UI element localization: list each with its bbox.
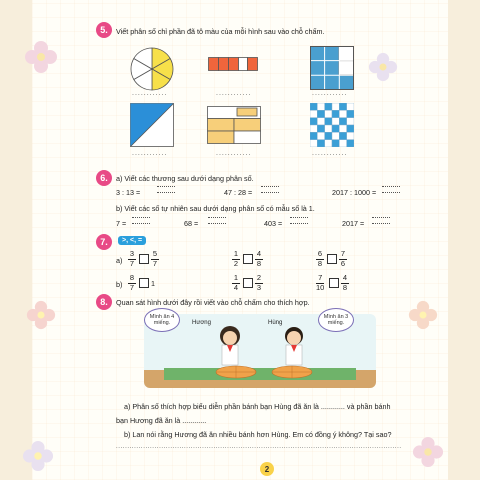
exercise-7-number: 7.: [96, 234, 112, 250]
checker-cell: [339, 140, 346, 147]
checker-cell: [317, 132, 324, 139]
checker-cell: [347, 132, 354, 139]
comparison-answer-box[interactable]: [329, 278, 339, 288]
fraction-blank[interactable]: [372, 217, 390, 224]
shaded-bricks-figure: [207, 106, 261, 144]
flower-decoration-icon: [24, 40, 58, 74]
answer-dots[interactable]: ............: [132, 150, 168, 157]
checker-cell: [332, 110, 339, 117]
page-number: 2: [260, 462, 274, 476]
checker-cell: [317, 125, 324, 132]
checker-cell: [317, 140, 324, 147]
fraction-blank[interactable]: [208, 217, 226, 224]
fraction: 2 3: [256, 273, 262, 292]
exercise-8-instruction: Quan sát hình dưới đây rồi viết vào chỗ chấm cho thích hợp.: [116, 298, 310, 307]
checker-cell: [325, 125, 332, 132]
exercise-7-part-b-label: b): [116, 280, 123, 289]
flower-decoration-icon: [26, 300, 56, 330]
exercise-8-part-a-line1: a) Phân số thích hợp biểu diễn phần bánh bạn Hùng đã ăn là ............ và phần bánh: [124, 402, 391, 411]
natural-number-item: 2017 =: [342, 219, 365, 228]
comparison-answer-box[interactable]: [139, 278, 149, 288]
speech-bubble-left: Mình ăn 4 miếng.: [144, 308, 180, 332]
checker-cell: [347, 140, 354, 147]
answer-dots[interactable]: ............: [312, 90, 348, 97]
flower-decoration-icon: [22, 440, 54, 472]
exercise-8-part-a-line2: bạn Hương đã ăn là ............: [116, 416, 207, 425]
fraction-blank[interactable]: [290, 217, 308, 224]
checker-cell: [325, 132, 332, 139]
fraction-blank[interactable]: [157, 186, 175, 193]
answer-dots[interactable]: ............: [312, 150, 348, 157]
fraction-blank[interactable]: [382, 186, 400, 193]
flower-decoration-icon: [368, 52, 398, 82]
fraction-blank[interactable]: [261, 186, 279, 193]
checker-cell: [310, 132, 317, 139]
flower-decoration-icon: [412, 436, 444, 468]
checker-cell: [347, 125, 354, 132]
checker-cell: [325, 140, 332, 147]
checker-cell: [339, 110, 346, 117]
checker-cell: [347, 103, 354, 110]
fraction: 1 2: [233, 249, 239, 268]
shaded-triangle-square-figure: [130, 103, 174, 147]
fraction: 1 4: [233, 273, 239, 292]
name-label-left: Hương: [192, 320, 211, 326]
checker-cell: [310, 140, 317, 147]
flower-decoration-icon: [408, 300, 438, 330]
quotient-item: 3 : 13 =: [116, 188, 141, 197]
comparison-answer-box[interactable]: [327, 254, 337, 264]
checker-cell: [339, 132, 346, 139]
checker-cell: [310, 118, 317, 125]
checker-cell: [339, 103, 346, 110]
fraction: 5 7: [152, 249, 158, 268]
exercise-6-number: 6.: [96, 170, 112, 186]
quotient-item: 2017 : 1000 =: [332, 188, 377, 197]
checker-cell: [310, 103, 317, 110]
fraction: 3 7: [129, 249, 135, 268]
shaded-circle-figure: [129, 46, 175, 92]
name-label-right: Hùng: [268, 320, 283, 326]
checker-cell: [310, 110, 317, 117]
fraction: 8 7: [129, 273, 135, 292]
fraction: 4 8: [342, 273, 348, 292]
checker-cell: [325, 118, 332, 125]
checker-cell: [339, 125, 346, 132]
checker-cell: [332, 132, 339, 139]
speech-bubble-right: Mình ăn 3 miếng.: [318, 308, 354, 332]
shaded-checker-figure: [310, 103, 354, 147]
natural-number-item: 403 =: [264, 219, 283, 228]
fraction: 7 10: [316, 273, 325, 292]
checker-cell: [332, 140, 339, 147]
quotient-item: 47 : 28 =: [224, 188, 253, 197]
checker-cell: [347, 118, 354, 125]
natural-number-item: 68 =: [184, 219, 199, 228]
comparison-answer-box[interactable]: [243, 254, 253, 264]
fraction: 7 6: [340, 249, 346, 268]
shaded-strip-figure: [208, 57, 258, 71]
checker-cell: [332, 125, 339, 132]
workbook-page: [32, 0, 448, 480]
comparison-symbols-badge: >, <, =: [118, 236, 146, 245]
checker-cell: [332, 118, 339, 125]
fraction: 6 8: [317, 249, 323, 268]
checker-cell: [317, 110, 324, 117]
checker-cell: [332, 103, 339, 110]
exercise-8-number: 8.: [96, 294, 112, 310]
checker-cell: [325, 110, 332, 117]
fraction: 4 8: [256, 249, 262, 268]
answer-dots[interactable]: ............: [216, 90, 252, 97]
exercise-6-part-a: a) Viết các thương sau dưới dạng phân số.: [116, 174, 254, 183]
comparison-answer-box[interactable]: [139, 254, 149, 264]
natural-number-item: 7 =: [116, 219, 127, 228]
exercise-8-part-b: b) Lan nói rằng Hương đã ăn nhiều bánh hơn Hùng. Em có đồng ý không? Tại sao?: [124, 430, 392, 439]
comparison-answer-box[interactable]: [243, 278, 253, 288]
exercise-6-part-b: b) Viết các số tự nhiên sau dưới dạng phân số có mẫu số là 1.: [116, 204, 315, 213]
answer-dots[interactable]: ............: [216, 150, 252, 157]
exercise-5-number: 5.: [96, 22, 112, 38]
exercise-5-instruction: Viết phân số chỉ phần đã tô màu của mỗi hình sau vào chỗ chấm.: [116, 27, 325, 36]
exercise-7-part-a-label: a): [116, 256, 123, 265]
shaded-grid-figure: [310, 46, 354, 90]
fraction-blank[interactable]: [132, 217, 150, 224]
checker-cell: [325, 103, 332, 110]
checker-cell: [339, 118, 346, 125]
answer-dots[interactable]: ............: [132, 90, 168, 97]
checker-cell: [317, 103, 324, 110]
answer-line[interactable]: ..............................................................................................................................: [116, 444, 402, 450]
whole-number: 1: [151, 279, 155, 288]
checker-cell: [310, 125, 317, 132]
checker-cell: [347, 110, 354, 117]
checker-cell: [317, 118, 324, 125]
